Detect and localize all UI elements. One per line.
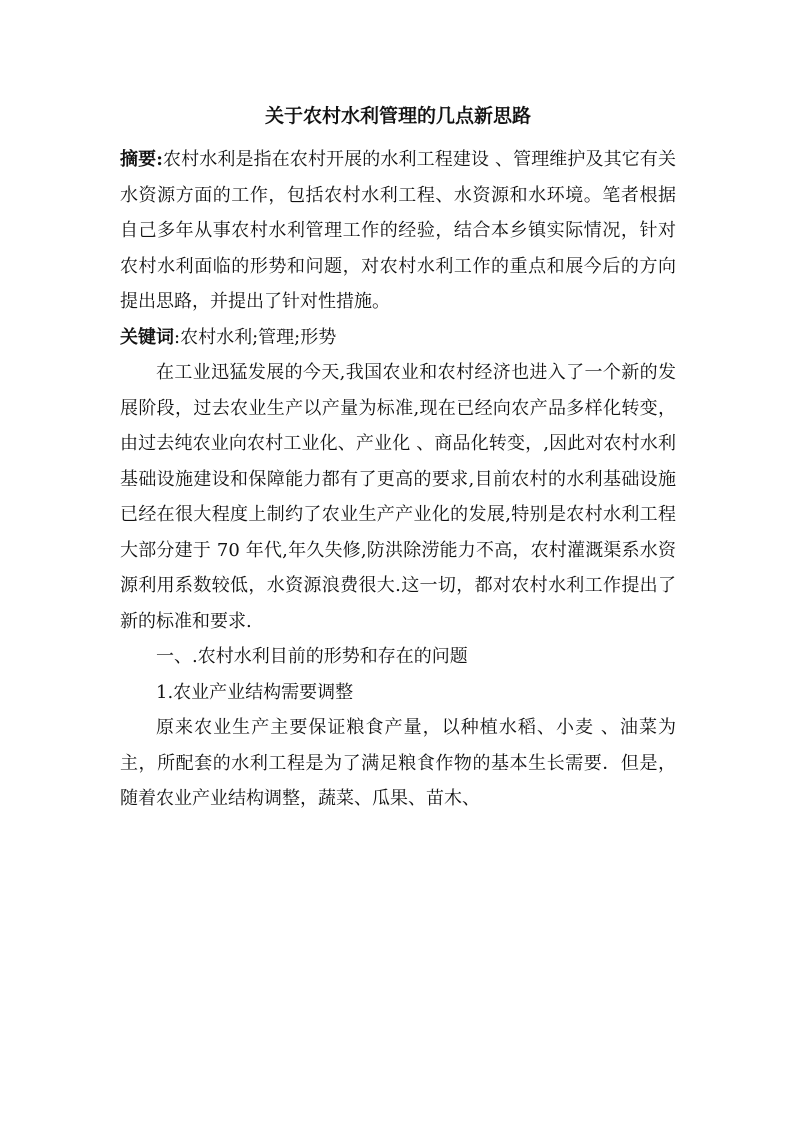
- document-body: [120, 102, 676, 817]
- document-title: 关于农村水利管理的几点新思路: [264, 105, 531, 127]
- keywords-paragraph: [120, 320, 676, 356]
- keywords-label: 关键词: [120, 326, 174, 348]
- keywords-text: :农村水利;管理;形势: [174, 326, 337, 348]
- subsection-heading: 1.农业产业结构需要调整: [156, 681, 354, 703]
- abstract-label: 摘要:: [120, 149, 163, 170]
- intro-paragraph: 在工业迅猛发展的今天,我国农业和农村经济也进入了一个新的发展阶段，过去农业生产以产量为标准,现在已经向农产品多样化转变，由过去纯农业向农村工业化、产业化 、商品化转变，,因此对农村水利基础设施建设和保障能力都有了更高的要求,目前农村的水利基础设施已经在很大程度上制约了农业生产产业化的发展,特别是农村水利工程大部分建于 70 年代,年久失修,防洪除涝能力不高，农村灌溉渠系水资源利用系数较低，水资源浪费很大.这一切，都对农村水利工作提出了新的标准和要求.: [120, 362, 676, 632]
- abstract-text: 农村水利是指在农村开展的水利工程建设 、管理维护及其它有关水资源方面的工作，包括农村水利工程、水资源和水环境。笔者根据自己多年从事农村水利管理工作的经验，结合本乡镇实际情况，针对农村水利面临的形势和问题，对农村水利工作的重点和展今后的方向提出思路，并提出了针对性措施。: [120, 149, 677, 312]
- abstract-paragraph: [120, 142, 676, 320]
- section-paragraph: 原来农业生产主要保证粮食产量，以种植水稻、小麦 、油菜为主，所配套的水利工程是为了满足粮食作物的基本生长需要．但是，随着农业产业结构调整，蔬菜、瓜果、苗木、: [120, 717, 676, 809]
- section-heading: 一、.农村水利目前的形势和存在的问题: [156, 646, 468, 667]
